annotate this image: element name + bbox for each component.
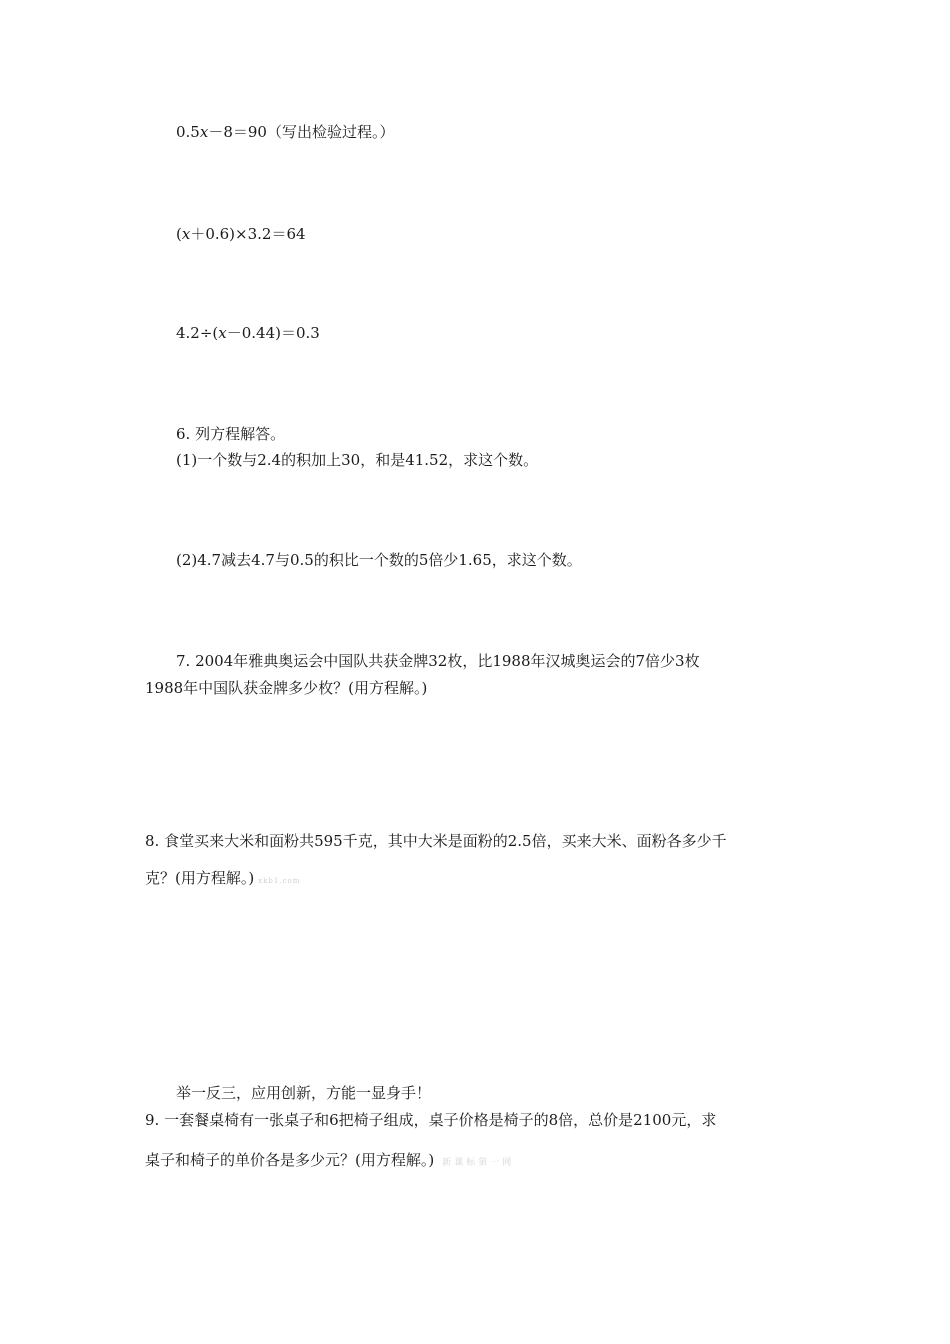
question-7-line-2: 1988年中国队获金牌多少枚？(用方程解。) <box>145 679 428 697</box>
equation-1-variable: x <box>199 123 209 141</box>
equation-2-rest: ＋0.6)×3.2＝64 <box>190 225 306 243</box>
question-6-part-1: (1)一个数与2.4的积加上30，和是41.52，求这个数。 <box>176 451 539 469</box>
equation-1-rest: －8＝90（写出检验过程。） <box>208 123 395 141</box>
equation-2-prefix: ( <box>176 225 182 243</box>
question-8-line-2 <box>145 868 300 891</box>
watermark-text: xkb1.com <box>258 877 301 885</box>
question-9-line-1: 9. 一套餐桌椅有一张桌子和6把椅子组成，桌子价格是椅子的8倍，总价是2100元，求 <box>145 1111 717 1129</box>
equation-3-rest: －0.44)＝0.3 <box>226 324 320 342</box>
question-6-title: 6. 列方程解答。 <box>176 425 286 443</box>
question-7-line-1: 7. 2004年雅典奥运会中国队共获金牌32枚，比1988年汉城奥运会的7倍少3枚 <box>176 652 700 670</box>
equation-3-variable: x <box>218 324 227 342</box>
equation-1-coefficient: 0.5 <box>176 123 200 141</box>
question-8-line-1: 8. 食堂买来大米和面粉共595千克，其中大米是面粉的2.5倍，买来大米、面粉各多少千 <box>145 832 727 850</box>
question-8-line-2-text: 克？(用方程解。) <box>145 869 255 887</box>
watermark-text-2: 新课标第一网 <box>442 1158 515 1168</box>
equation-3 <box>176 323 320 343</box>
section-heading: 举一反三，应用创新，方能一显身手！ <box>176 1084 432 1102</box>
equation-2-variable: x <box>181 225 191 243</box>
equation-3-prefix: 4.2÷( <box>176 324 219 342</box>
question-9-line-2 <box>145 1150 514 1173</box>
question-6-part-2: (2)4.7减去4.7与0.5的积比一个数的5倍少1.65，求这个数。 <box>176 551 582 569</box>
equation-1 <box>176 122 394 142</box>
question-9-line-2-text: 桌子和椅子的单价各是多少元？(用方程解。) <box>145 1151 435 1169</box>
equation-2 <box>176 224 306 244</box>
